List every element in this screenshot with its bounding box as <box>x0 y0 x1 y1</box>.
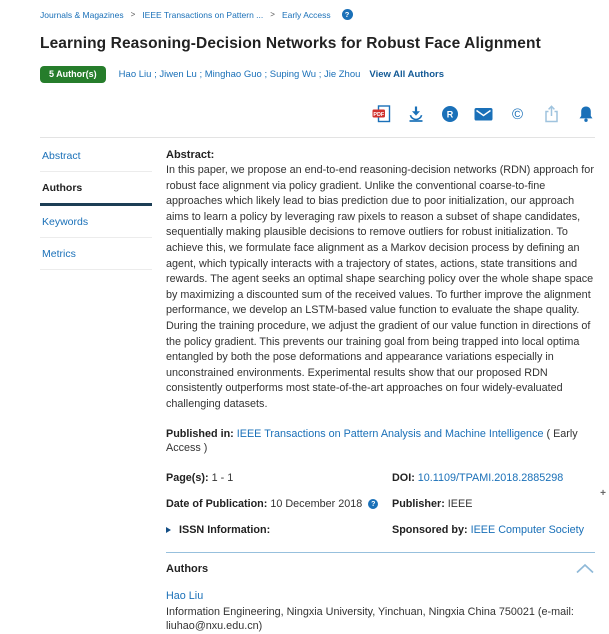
breadcrumb-separator: > <box>130 10 136 19</box>
pages-label: Page(s): <box>166 471 209 484</box>
breadcrumb-journals-magazines[interactable]: Journals & Magazines <box>40 9 124 20</box>
author-count-badge: 5 Author(s) <box>40 66 106 83</box>
header-divider <box>40 137 595 138</box>
publication-date-cell <box>166 498 392 511</box>
doi-label: DOI: <box>392 471 415 484</box>
author-entry <box>166 590 595 634</box>
main-content <box>166 140 595 634</box>
sponsor-cell <box>392 524 595 537</box>
author-separator: ; <box>318 69 324 80</box>
breadcrumb <box>40 9 595 20</box>
published-in-label: Published in: <box>166 427 234 440</box>
svg-text:PDF: PDF <box>373 111 385 118</box>
author-link[interactable]: Suping Wu <box>269 69 317 80</box>
author-bar <box>40 66 595 83</box>
sidebar-item-abstract[interactable]: Abstract <box>40 140 152 172</box>
reuse-permissions-icon[interactable] <box>440 105 459 124</box>
author-link[interactable]: Jie Zhou <box>323 69 361 80</box>
expand-caret-icon[interactable] <box>166 527 171 533</box>
publisher-cell <box>392 498 595 511</box>
section-nav-sidebar <box>40 140 152 634</box>
abstract-text: In this paper, we propose an end-to-end reasoning-decision networks (RDN) approach for robust face alignment via policy gradient. Unlike the conventional coarse-to-fine approaches which likely lead to bias prediction due to poor initialization, our approach aims to learn a policy by leveraging raw pixels to reason a subset of shape candidates, sequentially making plausible decisions to remove outliers for robust initialization. To achieve this, we formulate face alignment as a Markov decision process by defining an agent, which typically interacts with a trajectory of states, actions, state transitions and rewards. The agent seeks an optimal shape searching policy over the whole shape space by maximizing a discounted sum of the received values. To further improve the alignment performance, we develop an LSTM-based value function to evaluate the shape quality. During the training procedure, we adjust the gradient of our value function in directions of the policy gradient. This prevents our training goal from being trapped into local optima entangled by both the pose deformations and appearance variations especially in unconstrained environments. Experimental results show that our proposed RDN consistently outperforms most state-of-the-art approaches on four widely-evaluated challenging datasets. <box>166 164 594 410</box>
svg-text:R: R <box>446 109 453 120</box>
sidebar-item-authors[interactable]: Authors <box>40 172 152 206</box>
breadcrumb-early-access[interactable]: Early Access <box>281 9 331 20</box>
author-link[interactable]: Minghao Guo <box>204 69 262 80</box>
pdf-icon[interactable] <box>372 105 391 124</box>
help-icon[interactable]: ? <box>342 9 353 20</box>
share-icon[interactable] <box>542 105 561 124</box>
author-link[interactable]: Hao Liu <box>118 69 152 80</box>
sponsor-link[interactable]: IEEE Computer Society <box>470 523 585 536</box>
issn-label: ISSN Information: <box>179 523 271 536</box>
pages-cell <box>166 472 392 485</box>
journal-link[interactable]: IEEE Transactions on Pattern Analysis and Machine Intelligence <box>236 427 544 440</box>
page-title: Learning Reasoning-Decision Networks for Robust Face Alignment <box>40 35 541 52</box>
publication-date-label: Date of Publication: <box>166 497 268 510</box>
issn-cell[interactable] <box>166 524 392 537</box>
publisher-value: IEEE <box>447 497 473 510</box>
author-name-link[interactable]: Hao Liu <box>166 589 204 602</box>
author-separator: ; <box>199 69 205 80</box>
abstract-label: Abstract: <box>166 149 215 161</box>
sponsor-label: Sponsored by: <box>392 523 468 536</box>
action-toolbar <box>40 104 595 124</box>
download-icon[interactable] <box>406 105 425 124</box>
section-divider <box>166 552 595 553</box>
copyright-icon[interactable]: © <box>511 105 524 123</box>
alerts-bell-icon[interactable] <box>576 105 595 124</box>
author-link[interactable]: Jiwen Lu <box>159 69 197 80</box>
sidebar-item-keywords[interactable]: Keywords <box>40 206 152 238</box>
published-in-row <box>166 427 595 455</box>
email-icon[interactable] <box>474 105 493 124</box>
corner-plus-mark: + <box>600 488 606 499</box>
view-all-authors-link[interactable]: View All Authors <box>369 69 445 80</box>
publisher-label: Publisher: <box>392 497 445 510</box>
doi-cell <box>392 472 595 485</box>
publication-date-value: 10 December 2018 <box>270 497 363 510</box>
pages-value: 1 - 1 <box>211 471 234 484</box>
sidebar-item-metrics[interactable]: Metrics <box>40 238 152 270</box>
doi-link[interactable]: 10.1109/TPAMI.2018.2885298 <box>417 471 564 484</box>
authors-section-heading: Authors <box>166 562 209 575</box>
chevron-up-icon[interactable] <box>575 563 595 574</box>
author-affiliation: Information Engineering, Ningxia University, Yinchuan, Ningxia China 750021 (e-mail: liuhao@nxu.edu.cn) <box>166 605 574 632</box>
metadata-grid <box>166 472 595 537</box>
author-list <box>119 69 361 80</box>
authors-section-header[interactable] <box>166 563 595 575</box>
date-help-icon[interactable]: ? <box>368 499 378 509</box>
author-separator: ; <box>264 69 270 80</box>
breadcrumb-journal[interactable]: IEEE Transactions on Pattern ... <box>142 9 264 20</box>
author-separator: ; <box>154 69 160 80</box>
breadcrumb-separator: > <box>270 10 275 19</box>
early-access-suffix: ( Early Access ) <box>166 427 578 454</box>
